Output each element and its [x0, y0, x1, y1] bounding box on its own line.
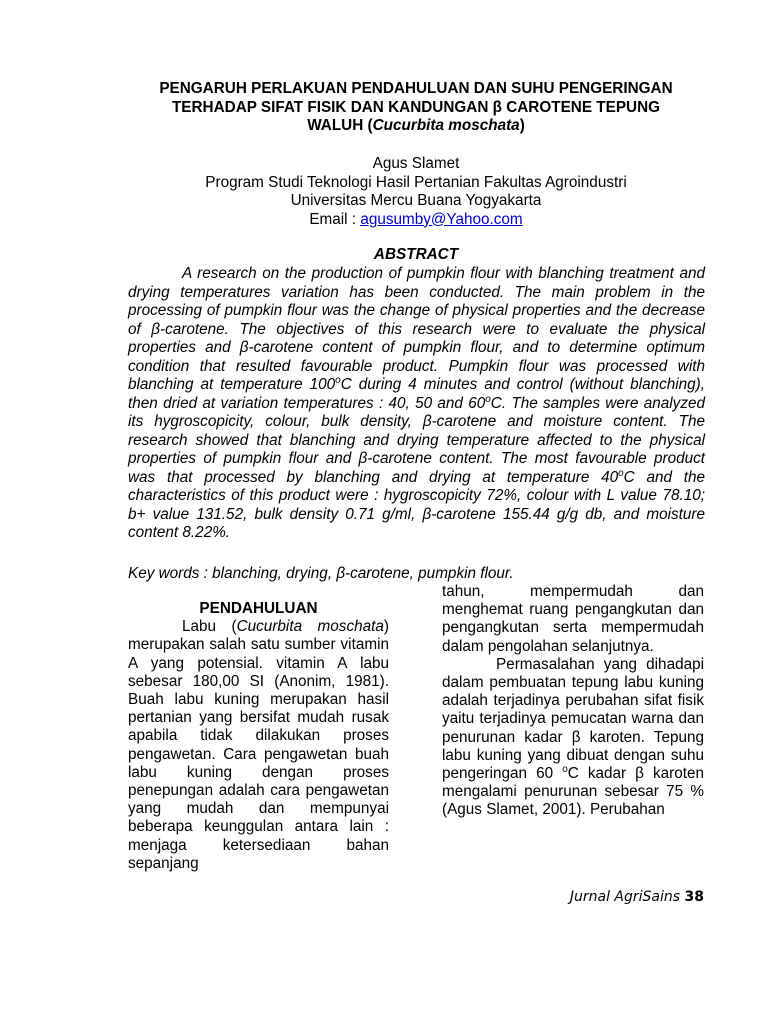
left-column [128, 600, 389, 873]
right-p2-a: Permasalahan yang dihadapi dalam pembuatan tepung labu kuning adalah terjadinya perubahan sifat fisik yaitu terjadinya pemucatan warna dan penurunan kadar β karoten. Tepung labu kuning yang dibuat dengan suhu pengeringan 60 [442, 655, 704, 783]
paper-title [128, 80, 704, 136]
abstract-part-1: A research on the production of pumpkin flour with blanching treatment and drying temperatures variation has been conducted. The main problem in the processing of pumpkin flour was the change of physical properties and the decrease of β-carotene. The objectives of this research were to evaluate the physical properties and β-carotene content of pumpkin flour, and to determine optimum condition that resulted favourable product. Pumpkin flour was processed with blanching at temperature 100 [128, 265, 705, 393]
right-column-paragraph-1: tahun, mempermudah dan menghemat ruang pengangkutan dan pengangkutan serta mempermudah dalam pengolahan selanjutnya. [442, 583, 704, 655]
title-line-3-pre: WALUH ( [307, 117, 373, 134]
left-column-paragraph [128, 618, 389, 873]
keywords: Key words : blanching, drying, β-carotene, pumpkin flour. [128, 565, 514, 582]
author-university: Universitas Mercu Buana Yogyakarta [290, 192, 542, 209]
journal-footer [570, 889, 704, 905]
left-p1-species: Cucurbita moschata [236, 618, 384, 636]
title-line-1: PENGARUH PERLAKUAN PENDAHULUAN DAN SUHU PENGERINGAN [159, 80, 673, 97]
left-p1-pre: Labu ( [182, 618, 237, 636]
abstract-part-2: C during 4 minutes and control (without blanching), then dried at variation temperatures : 40, 50 and 60 [128, 376, 705, 412]
left-p1-post: ) merupakan salah satu sumber vitamin A yang potensial. vitamin A labu sebesar 180,00 SI (Anonim, 1981). Buah labu kuning merupakan hasil pertanian yang bersifat mudah rusak apabila tidak dilakukan proses pengawetan. Cara pengawetan buah labu kuning dengan proses penepungan adalah cara pengawetan yang mudah dan mempunyai beberapa keunggulan antara lain : menjaga ketersediaan bahan sepanjang [128, 618, 389, 872]
title-line-3 [128, 117, 704, 136]
abstract-sup-3: o [618, 467, 624, 479]
abstract-sup-1: o [335, 374, 341, 386]
abstract-text [128, 265, 705, 543]
title-species: Cucurbita moschata [372, 117, 520, 134]
title-line-3-post: ) [519, 117, 525, 134]
right-p2-b: C kadar β karoten mengalami penurunan sebesar 75 % (Agus Slamet, 2001). Perubahan [442, 765, 705, 819]
abstract-part-3: C. The samples were analyzed its hygroscopicity, colour, bulk density, β-carotene and moisture content. The research showed that blanching and drying temperature affected to the physical properties of pumpkin flour and β-carotene content. The most favourable product was that processed by blanching and drying at temperature 40 [128, 394, 705, 486]
author-name: Agus Slamet [372, 155, 460, 172]
journal-name: Jurnal AgriSains [569, 889, 685, 905]
email-label: Email : [309, 210, 361, 228]
title-line-2: TERHADAP SIFAT FISIK DAN KANDUNGAN β CAROTENE TEPUNG [171, 98, 661, 116]
section-heading-pendahuluan: PENDAHULUAN [199, 600, 318, 617]
author-program: Program Studi Teknologi Hasil Pertanian Fakultas Agroindustri [205, 173, 627, 191]
abstract-part-4: C and the characteristics of this product were : hygroscopicity 72%, colour with L value 78.10; b+ value 131.52, bulk density 0.71 g/ml, β-carotene 155.44 g/g db, and moisture content 8.22%. [128, 468, 705, 541]
abstract-heading: ABSTRACT [373, 246, 459, 263]
page-number: 38 [684, 889, 704, 905]
right-column [442, 583, 704, 820]
author-block [128, 155, 704, 229]
right-p2-sup: o [562, 763, 568, 775]
author-email-line [128, 211, 704, 230]
abstract-sup-2: o [485, 393, 491, 405]
email-link[interactable]: agusumby@Yahoo.com [360, 210, 523, 228]
right-column-paragraph-2 [442, 656, 704, 820]
